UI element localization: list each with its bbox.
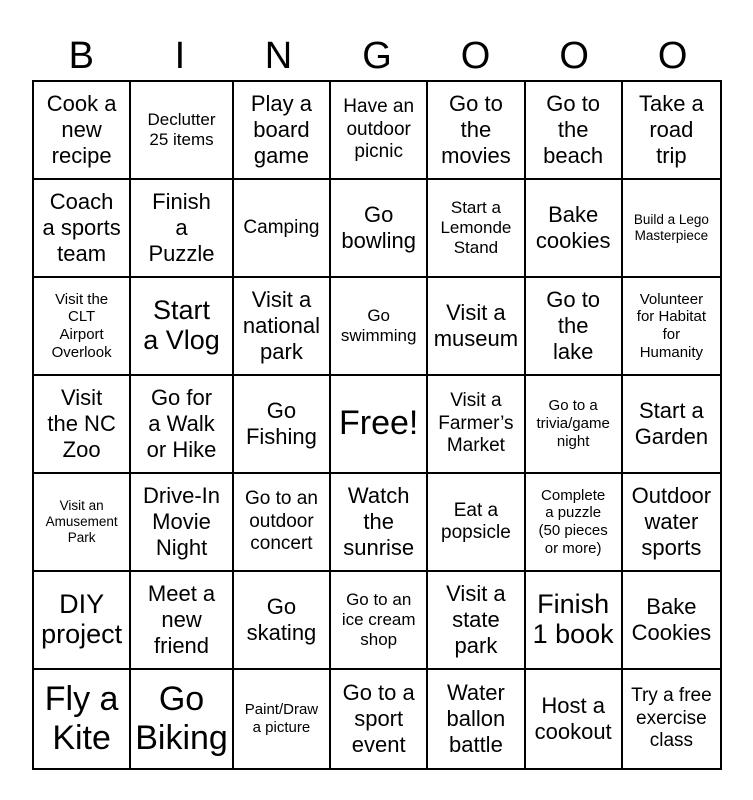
bingo-cell[interactable]: Visit a museum: [428, 278, 525, 376]
bingo-cell[interactable]: Start a Garden: [623, 376, 720, 474]
header-letter: O: [460, 35, 491, 77]
bingo-cell[interactable]: Go to the movies: [428, 82, 525, 180]
bingo-cell[interactable]: Go to the lake: [526, 278, 623, 376]
bingo-cell[interactable]: Go to the beach: [526, 82, 623, 180]
bingo-cell[interactable]: Try a free exercise class: [631, 685, 712, 752]
bingo-cell[interactable]: Fly a Kite: [34, 670, 131, 768]
bingo-cell[interactable]: Go for a Walk or Hike: [131, 376, 234, 474]
bingo-cell[interactable]: Drive-In Movie Night: [131, 474, 234, 572]
bingo-cell[interactable]: Cook a new recipe: [34, 82, 131, 180]
bingo-cell[interactable]: Volunteer for Habitat for Humanity: [623, 278, 720, 376]
bingo-cell[interactable]: Play a board game: [234, 82, 331, 180]
bingo-cell[interactable]: Finish 1 book: [526, 572, 623, 670]
bingo-cell[interactable]: Bake Cookies: [623, 572, 720, 670]
bingo-cell[interactable]: Complete a puzzle (50 pieces or more): [526, 474, 623, 572]
bingo-cell[interactable]: Start a Lemonde Stand: [428, 180, 525, 278]
bingo-cell[interactable]: Build a Lego Masterpiece: [623, 180, 720, 278]
bingo-cell[interactable]: Visit a national park: [234, 278, 331, 376]
bingo-cell[interactable]: Go bowling: [331, 180, 428, 278]
bingo-cell[interactable]: Water ballon battle: [428, 670, 525, 768]
bingo-cell[interactable]: Finish a Puzzle: [131, 180, 234, 278]
bingo-cell-free[interactable]: Free!: [331, 376, 428, 474]
bingo-cell[interactable]: Watch the sunrise: [331, 474, 428, 572]
bingo-cell[interactable]: Outdoor water sports: [623, 474, 720, 572]
bingo-cell[interactable]: Visit the NC Zoo: [34, 376, 131, 474]
bingo-cell[interactable]: Go swimming: [331, 278, 428, 376]
header-letter: O: [559, 35, 589, 77]
bingo-cell[interactable]: Take a road trip: [623, 82, 720, 180]
bingo-cell[interactable]: Paint/Draw a picture: [234, 670, 331, 768]
bingo-cell[interactable]: DIY project: [34, 572, 131, 670]
bingo-cell[interactable]: Camping: [234, 180, 331, 278]
bingo-cell[interactable]: Go to a sport event: [331, 670, 428, 768]
bingo-cell[interactable]: Go to a trivia/game night: [526, 376, 623, 474]
bingo-cell[interactable]: Visit a state park: [428, 572, 525, 670]
bingo-cell[interactable]: Go Biking: [131, 670, 234, 768]
bingo-cell[interactable]: Go Fishing: [234, 376, 331, 474]
bingo-board: [32, 80, 722, 770]
bingo-cell[interactable]: Go to an ice cream shop: [331, 572, 428, 670]
bingo-cell[interactable]: Visit the CLT Airport Overlook: [34, 278, 131, 376]
header-letter: O: [657, 35, 688, 77]
header-letter: I: [174, 35, 186, 77]
bingo-cell[interactable]: Visit an Amusement Park: [34, 474, 131, 572]
bingo-cell[interactable]: Start a Vlog: [131, 278, 234, 376]
header-letter: G: [362, 35, 392, 77]
header-letter: B: [68, 35, 94, 77]
bingo-cell[interactable]: Host a cookout: [526, 670, 623, 768]
bingo-cell[interactable]: Go skating: [234, 572, 331, 670]
bingo-cell[interactable]: Go to an outdoor concert: [234, 474, 331, 572]
bingo-cell[interactable]: Eat a popsicle: [428, 474, 525, 572]
bingo-header: [32, 32, 722, 80]
bingo-cell[interactable]: Coach a sports team: [34, 180, 131, 278]
bingo-cell[interactable]: Have an outdoor picnic: [331, 82, 428, 180]
bingo-cell[interactable]: Meet a new friend: [131, 572, 234, 670]
bingo-cell[interactable]: Visit a Farmer’s Market: [428, 376, 525, 474]
bingo-cell[interactable]: Bake cookies: [526, 180, 623, 278]
header-letter: N: [264, 35, 293, 77]
bingo-cell[interactable]: Declutter 25 items: [131, 82, 234, 180]
